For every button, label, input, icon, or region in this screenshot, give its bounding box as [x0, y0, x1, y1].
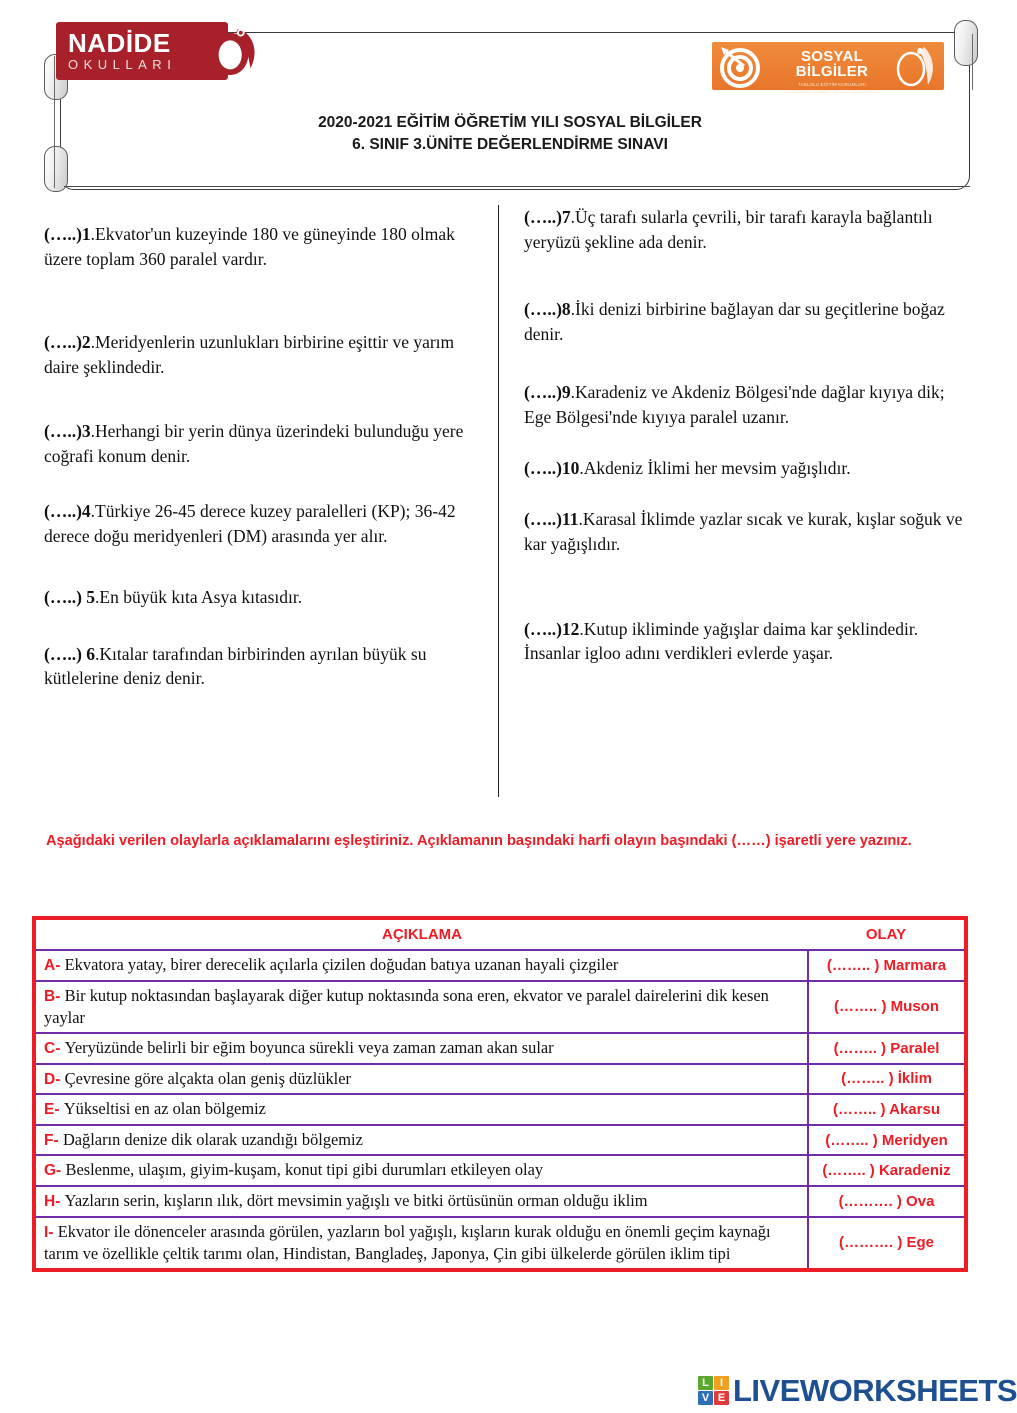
liveworksheets-mark-icon [698, 1376, 729, 1405]
liveworksheets-mark-cell: I [714, 1376, 729, 1390]
school-logo-subtitle: OKULLARI [68, 56, 177, 72]
description-letter: F- [44, 1131, 63, 1149]
description-text: Dağların denize dik olarak uzandığı bölgemiz [62, 1129, 363, 1149]
liveworksheets-mark-cell: E [714, 1391, 729, 1405]
question-text: .Karadeniz ve Akdeniz Bölgesi'nde dağlar kıyıya dik; Ege Bölgesi'nde kıyıya paralel uzanır. [524, 382, 945, 428]
exam-title-line-2: 6. SINIF 3.ÜNİTE DEĞERLENDİRME SINAVI [352, 136, 668, 154]
matching-instruction: Aşağıdaki verilen olaylarla açıklamalarını eşleştiriniz. Açıklamanın başındaki harfi olayın başındaki (……) işaretli yere yazınız. [46, 833, 912, 849]
description-letter: B- [44, 987, 65, 1005]
description-text: Beslenme, ulaşım, giyim-kuşam, konut tipi gibi durumları etkileyen olay [65, 1160, 544, 1180]
question-item [524, 507, 964, 557]
table-row [36, 1155, 964, 1186]
event-answer-cell[interactable]: (………. ) Ova [808, 1186, 964, 1217]
question-blank-and-number[interactable]: (…..)11 [524, 508, 579, 529]
table-row [36, 1125, 964, 1156]
target-dartboard-icon [718, 44, 762, 88]
scroll-curl-top-right-icon [954, 20, 978, 66]
question-blank-and-number[interactable]: (…..)4 [44, 501, 91, 522]
table-row [36, 1064, 964, 1095]
question-text: .Herhangi bir yerin dünya üzerindeki bulunduğu yere coğrafi konum denir. [44, 421, 464, 467]
subject-banner-subtitle-2: ÇEMBER KONBEYON ÇALIŞMALARI [791, 88, 873, 94]
matching-table-container [32, 916, 968, 1272]
table-row [36, 981, 964, 1033]
description-letter: H- [44, 1193, 65, 1211]
description-text: Bir kutup noktasından başlayarak diğer kutup noktasında sona eren, ekvator ve paralel dairelerini dik kesen yaylar [44, 985, 769, 1028]
subject-banner-subtitle-1: TABLOLU EĞİTİM KURUMLARI [798, 82, 866, 87]
description-cell [36, 1094, 808, 1125]
question-item [44, 222, 482, 272]
event-answer-cell[interactable]: (…….. ) Paralel [808, 1033, 964, 1064]
event-answer-cell[interactable]: (…….. ) Muson [808, 981, 964, 1033]
question-item [524, 617, 964, 667]
question-item [44, 642, 482, 692]
question-text: .Ekvator'un kuzeyinde 180 ve güneyinde 180 olmak üzere toplam 360 paralel vardır. [44, 224, 455, 269]
description-cell [36, 981, 808, 1033]
description-cell [36, 1033, 808, 1064]
question-item [44, 419, 482, 469]
table-header-row [36, 920, 964, 950]
page-title [180, 112, 840, 157]
description-text: Çevresine göre alçakta olan geniş düzlükler [64, 1068, 351, 1088]
event-answer-cell[interactable]: (…….. ) Karadeniz [808, 1155, 964, 1186]
description-text: Yükseltisi en az olan bölgemiz [63, 1099, 266, 1119]
description-letter: I- [44, 1223, 58, 1241]
description-cell [36, 1186, 808, 1217]
flame-tulip-icon [894, 43, 940, 89]
question-text: .İki denizi birbirine bağlayan dar su geçitlerine boğaz denir. [524, 298, 945, 344]
question-blank-and-number[interactable]: (…..)8 [524, 298, 571, 319]
question-text: .Türkiye 26-45 derece kuzey paralelleri (KP); 36-42 derece doğu meridyenleri (DM) arasında yer alır. [44, 501, 456, 546]
table-row [36, 1033, 964, 1064]
question-text: .Kıtalar tarafından birbirinden ayrılan büyük su kütlelerine deniz denir. [44, 643, 427, 689]
question-item [44, 585, 482, 610]
table-row [36, 1217, 964, 1268]
subject-banner-title: SOSYAL BİLGİLER [795, 48, 869, 80]
liveworksheets-logo[interactable] [698, 1373, 1017, 1407]
question-text: .Karasal İklimde yazlar sıcak ve kurak, kışlar soğuk ve kar yağışlıdır. [524, 508, 963, 554]
question-item [524, 297, 964, 347]
liveworksheets-mark-cell: L [698, 1376, 713, 1390]
description-letter: C- [44, 1040, 65, 1058]
question-text: .Meridyenlerin uzunlukları birbirine eşittir ve yarım daire şeklindedir. [44, 331, 455, 377]
event-answer-cell[interactable]: (…….. ) İklim [808, 1064, 964, 1095]
exam-title-line-1: 2020-2021 EĞİTİM ÖĞRETİM YILI SOSYAL BİLGİLER [318, 114, 702, 131]
event-answer-cell[interactable]: (…….. ) Meridyen [808, 1125, 964, 1156]
question-blank-and-number[interactable]: (…..)7 [524, 207, 571, 227]
description-text: Yazların serin, kışların ılık, dört mevsimin yağışlı ve bitki örtüsünün orman olduğu iklim [64, 1191, 648, 1211]
table-row [36, 1186, 964, 1217]
event-answer-cell[interactable]: (…….. ) Marmara [808, 950, 964, 981]
question-text: .Akdeniz İklimi her mevsim yağışlıdır. [579, 458, 851, 479]
column-divider [498, 205, 499, 797]
scroll-spine-left [54, 56, 55, 188]
column-header-aciklama: AÇIKLAMA [36, 920, 808, 950]
liveworksheets-wordmark: LIVEWORKSHEETS [733, 1372, 1017, 1408]
question-item [524, 205, 964, 255]
description-cell [36, 1125, 808, 1156]
question-item [44, 330, 482, 380]
event-answer-cell[interactable]: (………. ) Ege [808, 1217, 964, 1268]
column-header-olay: OLAY [808, 920, 964, 950]
question-item [524, 380, 964, 430]
description-letter: E- [44, 1101, 64, 1119]
description-cell [36, 1064, 808, 1095]
description-letter: A- [44, 957, 65, 974]
subject-banner [712, 42, 944, 94]
description-cell [36, 1155, 808, 1186]
question-blank-and-number[interactable]: (…..)9 [524, 382, 571, 403]
question-blank-and-number[interactable]: (…..) 5 [44, 586, 96, 607]
question-blank-and-number[interactable]: (…..)10 [524, 458, 580, 479]
description-text: Yeryüzünde belirli bir eğim boyunca sürekli veya zaman zaman akan sular [64, 1038, 554, 1058]
question-blank-and-number[interactable]: (…..) 6 [44, 643, 96, 664]
scroll-bottom-rule [64, 186, 970, 187]
question-text: .Kutup ikliminde yağışlar daima kar şeklindedir. İnsanlar igloo adını verdikleri evlerde yaşar. [524, 618, 919, 664]
liveworksheets-mark-cell: V [698, 1391, 713, 1405]
school-logo-name: NADİDE [68, 27, 171, 58]
description-cell [36, 1217, 808, 1268]
description-text: Ekvatora yatay, birer derecelik açılarla çizilen doğudan batıya uzanan hayali çizgiler [64, 955, 619, 974]
question-item [524, 456, 964, 481]
matching-table [36, 920, 964, 1268]
event-answer-cell[interactable]: (…….. ) Akarsu [808, 1094, 964, 1125]
question-text: .En büyük kıta Asya kıtasıdır. [95, 586, 303, 607]
description-cell [36, 950, 808, 981]
description-text: Ekvator ile dönenceler arasında görülen, yazların bol yağışlı, kışların kurak olduğu en önemli geçim kaynağı tarım ve özellikle çeltik tarımı olan, Hindistan, Bangladeş, Japonya, Çin gibi ülkelerde görülen iklim tipi [44, 1221, 771, 1264]
question-blank-and-number[interactable]: (…..)12 [524, 618, 580, 639]
scroll-spine-right [972, 34, 973, 90]
school-logo [56, 22, 228, 80]
description-letter: D- [44, 1070, 65, 1088]
questions-right-column [524, 205, 964, 684]
questions-left-column [44, 222, 482, 709]
question-text: .Üç tarafı sularla çevrili, bir tarafı karayla bağlantılı yeryüzü şekline ada denir. [524, 207, 933, 252]
table-row [36, 1094, 964, 1125]
description-letter: G- [44, 1162, 66, 1180]
question-blank-and-number[interactable]: (…..)3 [44, 421, 91, 442]
question-item [44, 499, 482, 549]
question-blank-and-number[interactable]: (…..)1 [44, 224, 91, 244]
question-blank-and-number[interactable]: (…..)2 [44, 331, 91, 352]
table-row [36, 950, 964, 981]
tulip-emblem-icon [206, 24, 264, 80]
